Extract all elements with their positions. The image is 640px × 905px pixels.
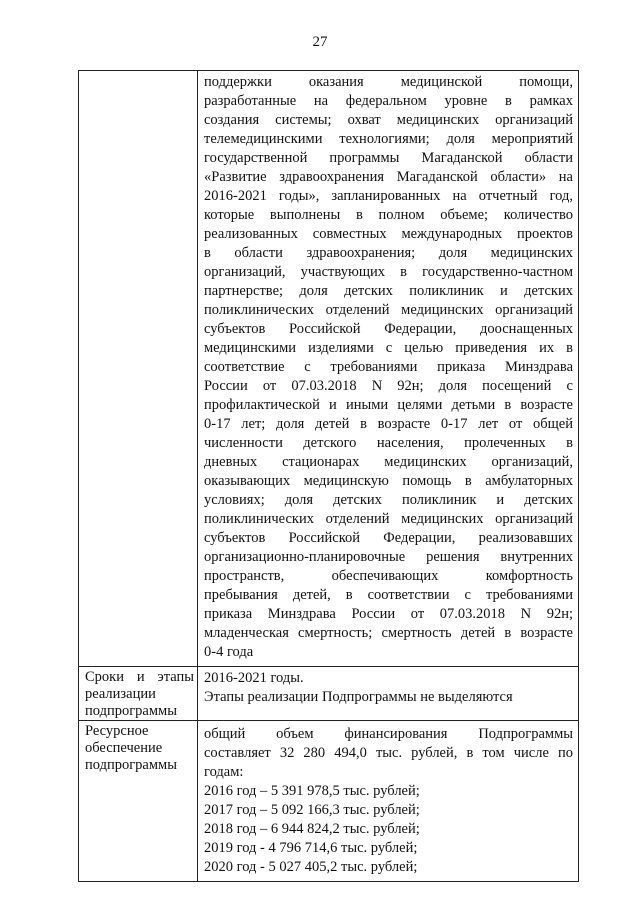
text-line: партнерстве; доля детских поликлиник и детских [204, 283, 573, 299]
text-line: условиях; доля детских поликлиник и детских [204, 492, 573, 508]
label-line: подпрограммы [85, 703, 177, 719]
text-line: приказа Минздрава России от 07.03.2018 N 92н; [204, 606, 573, 622]
text-line: организаций, участвующих в государственно-частном [204, 264, 573, 280]
text-line: субъектов Российской Федерации, реализовавших [204, 530, 573, 546]
passport-table [78, 70, 579, 882]
finance-label [79, 721, 197, 774]
text-line: пребывания детей, в соответствии с требованиями [204, 587, 573, 603]
indicators-cell [198, 71, 579, 667]
text-line: в области здравоохранения; доля медицинских [204, 245, 573, 261]
finance-cell [198, 721, 579, 882]
indicators-text [198, 71, 578, 666]
text-line: России от 07.03.2018 N 92н; доля посещений с [204, 378, 573, 394]
text-line: пространств, обеспечивающих комфортность [204, 568, 573, 584]
text-line: Этапы реализации Подпрограммы не выделяются [204, 689, 513, 705]
table-row-timeline [79, 667, 579, 721]
text-line: общий объем финансирования Подпрограммы [204, 726, 573, 742]
text-line: разработанные на федеральном уровне в рамках [204, 93, 573, 109]
text-line: поликлинических отделений медицинских организаций [204, 302, 573, 318]
text-line: поддержки оказания медицинской помощи, [204, 74, 573, 90]
label-line: Сроки и этапы [85, 669, 194, 685]
text-line: 2020 год - 5 027 405,2 тыс. рублей; [204, 859, 418, 875]
table-row-indicators [79, 71, 579, 667]
label-line: обеспечение [85, 740, 163, 756]
text-line: субъектов Российской Федерации, дооснащенных [204, 321, 573, 337]
text-line: 2019 год - 4 796 714,6 тыс. рублей; [204, 840, 418, 856]
text-line: создания системы; охват медицинских организаций [204, 112, 573, 128]
timeline-text [198, 667, 578, 711]
text-line: составляет 32 280 494,0 тыс. рублей, в том числе по [204, 745, 573, 761]
text-line: 2018 год – 6 944 824,2 тыс. рублей; [204, 821, 420, 837]
text-line: поликлинических отделений медицинских организаций [204, 511, 573, 527]
text-line: «Развитие здравоохранения Магаданской области» на [204, 169, 573, 185]
label-line: подпрограммы [85, 757, 177, 773]
text-line: 2016 год – 5 391 978,5 тыс. рублей; [204, 783, 420, 799]
text-line: которые выполнены в полном объеме; количество [204, 207, 573, 223]
timeline-label-cell [79, 667, 198, 721]
page-number: 27 [312, 34, 328, 50]
text-line: государственной программы Магаданской области [204, 150, 573, 166]
text-line: медицинскими изделиями с целью приведения их в [204, 340, 573, 356]
timeline-cell [198, 667, 579, 721]
text-line: телемедицинскими технологиями; доля мероприятий [204, 131, 573, 147]
table-row-finance [79, 721, 579, 882]
text-line: соответствие с требованиями приказа Минздрава [204, 359, 573, 375]
text-line: 0-17 лет; доля детей в возрасте 0-17 лет от общей [204, 416, 573, 432]
label-line: Ресурсное [85, 723, 149, 739]
label-line: реализации [85, 686, 156, 702]
text-line: 0-4 года [204, 644, 254, 660]
text-line: оказывающих медицинскую помощь в амбулаторных [204, 473, 573, 489]
text-line: 2016-2021 годы», запланированных на отчетный год, [204, 188, 573, 204]
finance-text [198, 721, 578, 881]
text-line: 2016-2021 годы. [204, 670, 304, 686]
text-line: профилактической и иными целями детьми в возрасте [204, 397, 573, 413]
text-line: организационно-планировочные решения внутренних [204, 549, 573, 565]
row-label-empty [79, 71, 198, 667]
timeline-label [79, 667, 197, 720]
text-line: годам: [204, 764, 244, 780]
text-line: реализованных совместных международных проектов [204, 226, 573, 242]
finance-label-cell [79, 721, 198, 882]
text-line: младенческая смертность; смертность детей в возрасте [204, 625, 573, 641]
text-line: 2017 год – 5 092 166,3 тыс. рублей; [204, 802, 420, 818]
text-line: численности детского населения, пролеченных в [204, 435, 573, 451]
text-line: дневных стационарах медицинских организаций, [204, 454, 573, 470]
